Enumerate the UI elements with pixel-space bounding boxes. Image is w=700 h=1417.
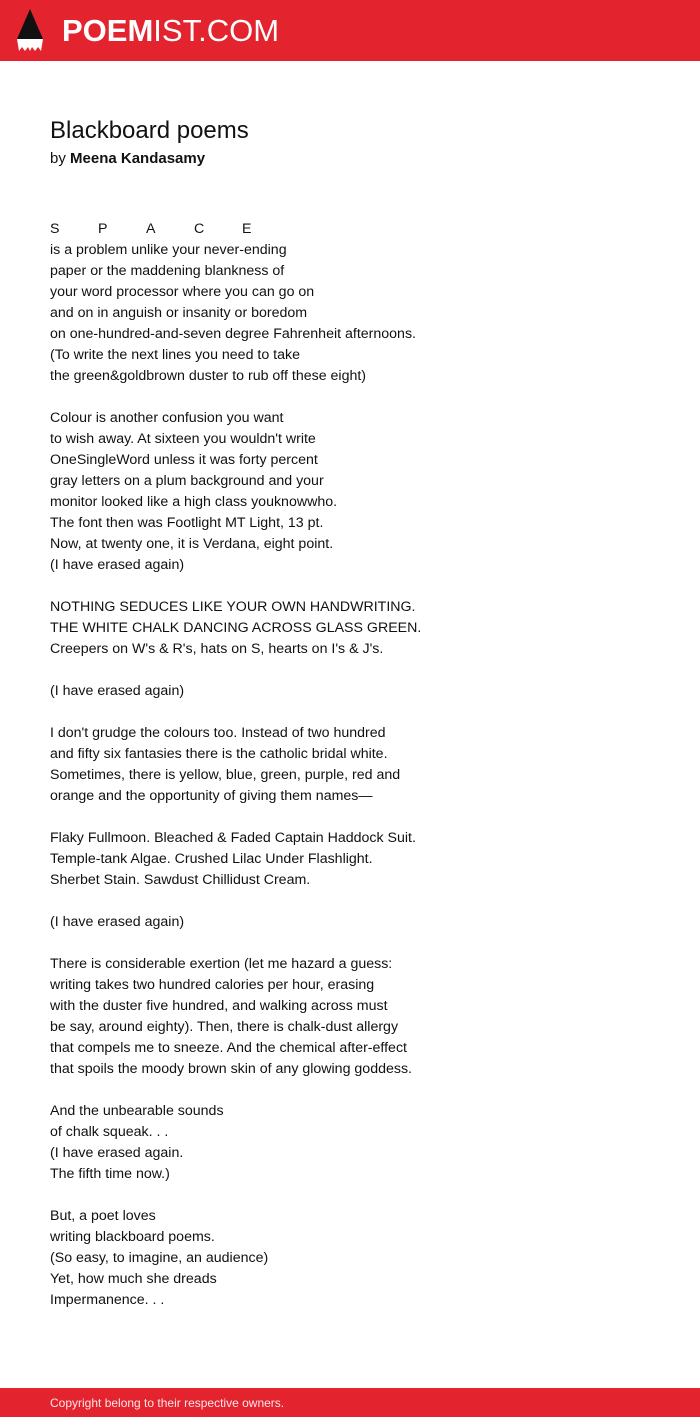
poem-line: The fifth time now.) (50, 1166, 170, 1182)
poem-line: your word processor where you can go on (50, 284, 315, 300)
stanza-break (50, 1185, 650, 1206)
copyright-text: Copyright belong to their respective owners. (50, 1396, 285, 1410)
stanza-break (50, 933, 650, 954)
poem-line: (I have erased again) (50, 683, 185, 699)
pencil-logo-icon[interactable] (17, 9, 43, 51)
poem-line: Yet, how much she dreads (50, 1271, 217, 1287)
poem-line: Temple-tank Algae. Crushed Lilac Under Flashlight. (50, 851, 373, 867)
poem-line: (I have erased again. (50, 1145, 184, 1161)
poem-body (50, 219, 650, 1311)
poem-line: OneSingleWord unless it was forty percent (50, 452, 318, 468)
poem-line: (I have erased again) (50, 557, 185, 573)
site-header (0, 0, 700, 61)
poem-line-space (50, 219, 650, 240)
space-letter: A (146, 221, 156, 237)
poem-line: And the unbearable sounds (50, 1103, 224, 1119)
poem-title: Blackboard poems (50, 117, 249, 144)
poem-line: that spoils the moody brown skin of any glowing goddess. (50, 1061, 412, 1077)
poem-line: The font then was Footlight MT Light, 13 pt. (50, 515, 324, 531)
stanza-break (50, 576, 650, 597)
poem-line: with the duster five hundred, and walking across must (50, 998, 388, 1014)
poem-line: Colour is another confusion you want (50, 410, 284, 426)
poem-line: the green&goldbrown duster to rub off these eight) (50, 368, 367, 384)
poem-line: (To write the next lines you need to take (50, 347, 300, 363)
logo-text-bold: POEM (62, 13, 154, 48)
poem-line: Flaky Fullmoon. Bleached & Faded Captain Haddock Suit. (50, 830, 416, 846)
space-letter: P (98, 221, 108, 237)
poem-line: to wish away. At sixteen you wouldn't write (50, 431, 316, 447)
poem-line: orange and the opportunity of giving them names— (50, 788, 373, 804)
poem-line: Creepers on W's & R's, hats on S, hearts on I's & J's. (50, 641, 384, 657)
byline (50, 148, 205, 170)
poem-line: But, a poet loves (50, 1208, 156, 1224)
poem-line: writing takes two hundred calories per hour, erasing (50, 977, 375, 993)
poem-line: (So easy, to imagine, an audience) (50, 1250, 269, 1266)
space-letter: E (242, 221, 252, 237)
poem-line: of chalk squeak. . . (50, 1124, 169, 1140)
stanza-break (50, 1080, 650, 1101)
poem-line: Sherbet Stain. Sawdust Chillidust Cream. (50, 872, 311, 888)
stanza-break (50, 807, 650, 828)
logo-text-light: IST.COM (153, 13, 280, 48)
poem-line: monitor looked like a high class youknowwho. (50, 494, 338, 510)
poem-line: Impermanence. . . (50, 1292, 165, 1308)
poem-line: and fifty six fantasies there is the catholic bridal white. (50, 746, 388, 762)
author-name[interactable]: Meena Kandasamy (70, 150, 206, 167)
space-letter: S (50, 221, 60, 237)
poem-line: Sometimes, there is yellow, blue, green, purple, red and (50, 767, 401, 783)
poem-line: Now, at twenty one, it is Verdana, eight point. (50, 536, 334, 552)
poem-line: I don't grudge the colours too. Instead of two hundred (50, 725, 386, 741)
poem-line: is a problem unlike your never-ending (50, 242, 287, 258)
poem-line: THE WHITE CHALK DANCING ACROSS GLASS GREEN. (50, 620, 422, 636)
space-letter: C (194, 221, 205, 237)
poem-line: writing blackboard poems. (50, 1229, 215, 1245)
by-label: by (50, 150, 66, 167)
site-logo[interactable] (62, 13, 279, 49)
poem-line: paper or the maddening blankness of (50, 263, 285, 279)
stanza-break (50, 387, 650, 408)
poem-line: on one-hundred-and-seven degree Fahrenheit afternoons. (50, 326, 416, 342)
poem-line: (I have erased again) (50, 914, 185, 930)
poem-lines (50, 240, 650, 1311)
poem-line: that compels me to sneeze. And the chemical after-effect (50, 1040, 407, 1056)
stanza-break (50, 702, 650, 723)
stanza-break (50, 660, 650, 681)
site-footer (0, 1388, 700, 1417)
poem-line: NOTHING SEDUCES LIKE YOUR OWN HANDWRITING. (50, 599, 416, 615)
poem-line: gray letters on a plum background and your (50, 473, 324, 489)
poem-line: There is considerable exertion (let me hazard a guess: (50, 956, 393, 972)
poem-line: and on in anguish or insanity or boredom (50, 305, 308, 321)
poem-line: be say, around eighty). Then, there is chalk-dust allergy (50, 1019, 399, 1035)
stanza-break (50, 891, 650, 912)
